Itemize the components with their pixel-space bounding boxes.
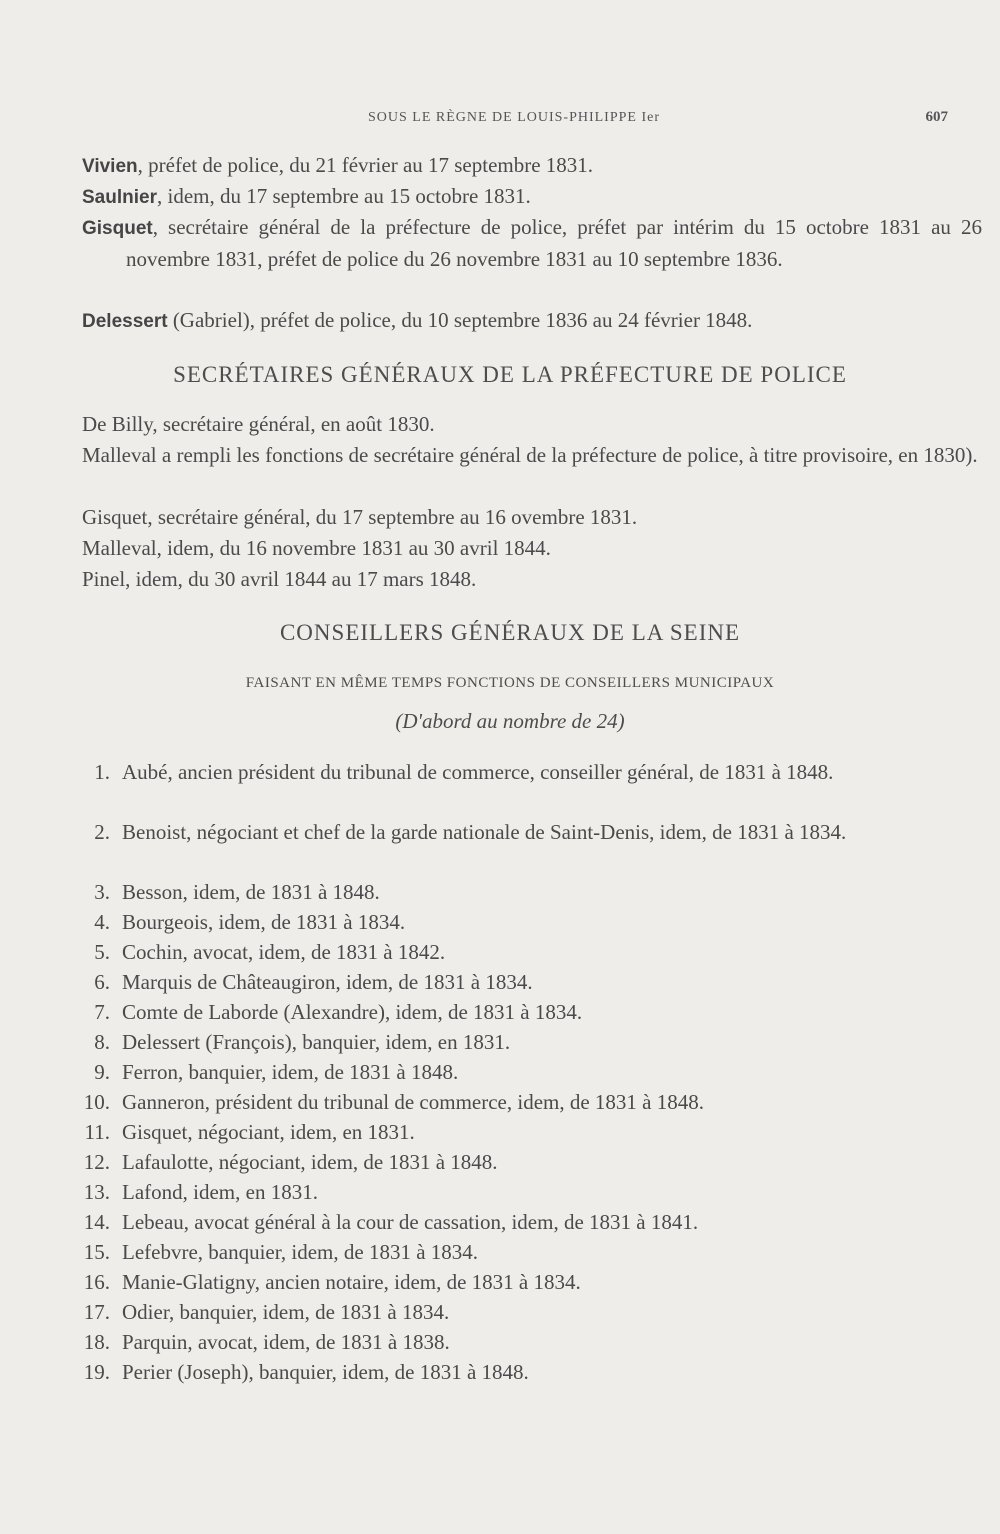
item-text: Ganneron, président du tribunal de commerce, idem, de 1831 à 1848. <box>122 1090 704 1114</box>
item-text: Cochin, avocat, idem, de 1831 à 1842. <box>122 940 446 964</box>
list-item <box>70 1177 936 1208</box>
item-number: 9. <box>94 1060 110 1084</box>
list-item <box>70 1027 936 1058</box>
item-number: 13. <box>83 1180 110 1204</box>
list-item <box>70 1327 936 1358</box>
section-subtitle: FAISANT EN MÊME TEMPS FONCTIONS DE CONSEILLERS MUNICIPAUX <box>245 675 775 691</box>
prefect-text: , idem, du 17 septembre au 15 octobre 1831. <box>156 184 531 208</box>
item-text: Besson, idem, de 1831 à 1848. <box>122 880 380 904</box>
item-number: 3. <box>94 880 110 904</box>
prefect-entry <box>82 305 982 337</box>
item-number: 14. <box>83 1210 110 1234</box>
item-number: 5. <box>94 940 110 964</box>
item-number: 1. <box>94 760 110 784</box>
list-item <box>70 1297 936 1328</box>
list-item <box>70 877 936 908</box>
section-title-secretaires: SECRÉTAIRES GÉNÉRAUX DE LA PRÉFECTURE DE POLICE <box>173 362 847 387</box>
item-number: 4. <box>94 910 110 934</box>
item-number: 15. <box>83 1240 110 1264</box>
prefect-name: Delessert <box>82 311 168 332</box>
item-number: 19. <box>83 1360 110 1384</box>
prefect-name: Saulnier <box>82 187 157 208</box>
item-number: 18. <box>83 1330 110 1354</box>
secretary-paragraph: De Billy, secrétaire général, en août 1830. <box>82 412 435 436</box>
item-text: Bourgeois, idem, de 1831 à 1834. <box>122 910 406 934</box>
secretary-paragraph: Malleval a rempli les fonctions de secrétaire général de la préfecture de police, à titre provisoire, en 1830). <box>82 443 978 467</box>
item-number: 2. <box>94 820 110 844</box>
list-item <box>70 967 936 998</box>
list-item <box>70 937 936 968</box>
list-item <box>70 757 936 788</box>
prefect-entry <box>82 150 982 182</box>
secretary-paragraph: Pinel, idem, du 30 avril 1844 au 17 mars 1848. <box>82 567 477 591</box>
page-number: 607 <box>925 109 948 125</box>
section-title-conseillers: CONSEILLERS GÉNÉRAUX DE LA SEINE <box>279 620 741 645</box>
list-item <box>70 1087 936 1118</box>
item-text: Ferron, banquier, idem, de 1831 à 1848. <box>122 1060 459 1084</box>
item-text: Perier (Joseph), banquier, idem, de 1831 à 1848. <box>122 1360 529 1384</box>
item-number: 17. <box>83 1300 110 1324</box>
item-text: Lefebvre, banquier, idem, de 1831 à 1834. <box>122 1240 479 1264</box>
item-number: 10. <box>83 1090 110 1114</box>
item-number: 7. <box>94 1000 110 1024</box>
item-number: 6. <box>94 970 110 994</box>
item-number: 12. <box>83 1150 110 1174</box>
list-item <box>70 1057 936 1088</box>
list-item <box>70 817 936 848</box>
list-item <box>70 1117 936 1148</box>
prefect-name: Gisquet <box>82 218 153 239</box>
section-note: (D'abord au nombre de 24) <box>395 709 625 733</box>
prefect-name: Vivien <box>82 156 138 177</box>
item-text: Comte de Laborde (Alexandre), idem, de 1831 à 1834. <box>122 1000 583 1024</box>
item-number: 16. <box>83 1270 110 1294</box>
list-item <box>70 997 936 1028</box>
secretary-paragraph: Malleval, idem, du 16 novembre 1831 au 30 avril 1844. <box>82 536 551 560</box>
item-text: Marquis de Châteaugiron, idem, de 1831 à 1834. <box>122 970 533 994</box>
prefect-entry <box>82 181 982 213</box>
list-item <box>70 1267 936 1298</box>
list-item <box>70 907 936 938</box>
prefect-text: (Gabriel), préfet de police, du 10 septembre 1836 au 24 février 1848. <box>167 308 753 332</box>
prefect-text: , secrétaire général de la préfecture de police, préfet par intérim du 15 octobre 1831 au 26 novembre 1831, préfet de police du 26 novembre 1831 au 10 septembre 1836. <box>126 215 982 271</box>
list-item <box>70 1147 936 1178</box>
item-number: 11. <box>84 1120 110 1144</box>
item-text: Lafaulotte, négociant, idem, de 1831 à 1848. <box>122 1150 498 1174</box>
item-text: Lebeau, avocat général à la cour de cassation, idem, de 1831 à 1841. <box>122 1210 699 1234</box>
item-text: Parquin, avocat, idem, de 1831 à 1838. <box>122 1330 450 1354</box>
item-text: Manie-Glatigny, ancien notaire, idem, de 1831 à 1834. <box>122 1270 581 1294</box>
item-number: 8. <box>94 1030 110 1054</box>
list-item <box>70 1237 936 1268</box>
item-text: Odier, banquier, idem, de 1831 à 1834. <box>122 1300 450 1324</box>
prefect-text: , préfet de police, du 21 février au 17 septembre 1831. <box>137 153 594 177</box>
prefect-entry <box>82 212 982 275</box>
list-item <box>70 1207 936 1238</box>
item-text: Aubé, ancien président du tribunal de commerce, conseiller général, de 1831 à 1848. <box>122 760 834 784</box>
item-text: Lafond, idem, en 1831. <box>122 1180 318 1204</box>
running-title: SOUS LE RÈGNE DE LOUIS-PHILIPPE Ier <box>367 110 661 125</box>
item-text: Benoist, négociant et chef de la garde nationale de Saint-Denis, idem, de 1831 à 1834. <box>122 820 847 844</box>
list-item <box>70 1357 936 1388</box>
item-text: Delessert (François), banquier, idem, en 1831. <box>122 1030 511 1054</box>
secretary-paragraph: Gisquet, secrétaire général, du 17 septembre au 16 ovembre 1831. <box>82 505 638 529</box>
item-text: Gisquet, négociant, idem, en 1831. <box>122 1120 415 1144</box>
page-header <box>80 106 948 136</box>
